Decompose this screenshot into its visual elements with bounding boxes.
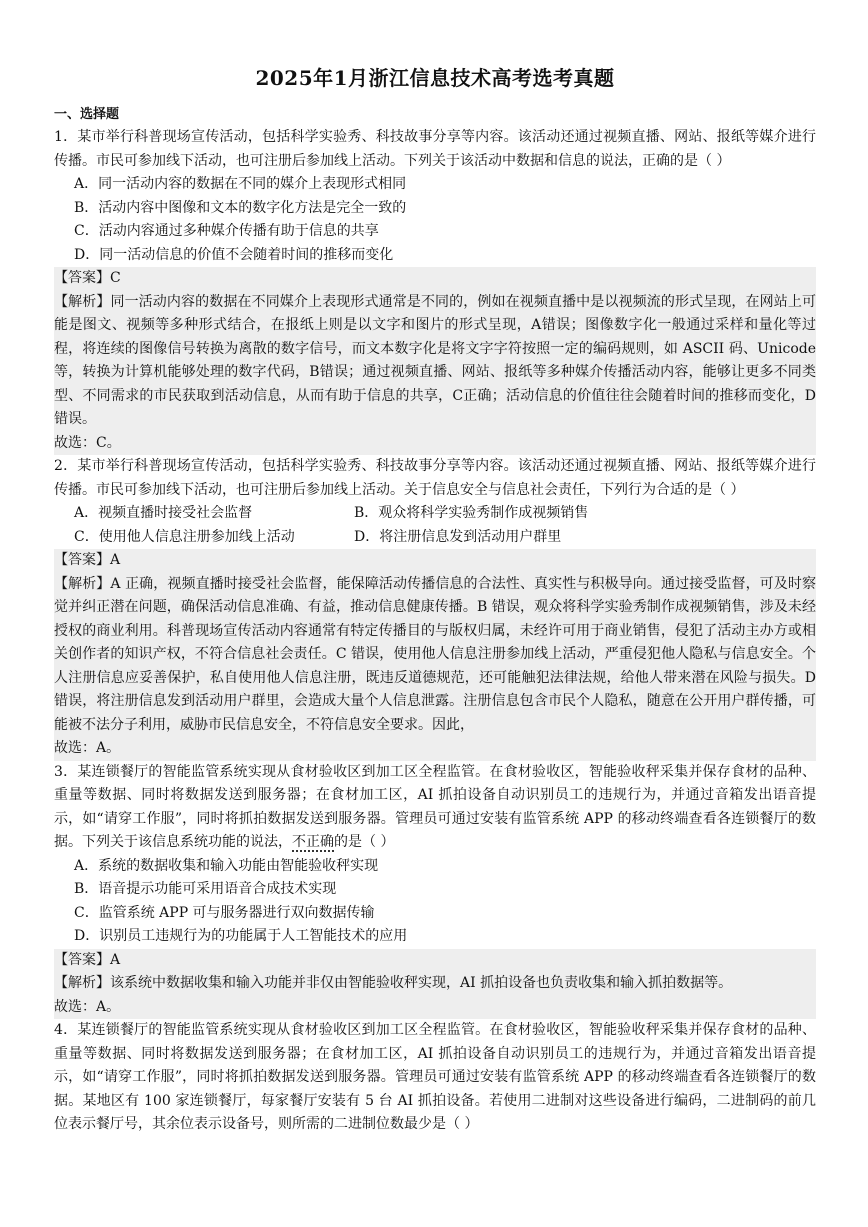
answer-line: 【答案】A — [54, 552, 121, 568]
question-stem — [54, 761, 816, 855]
option-list — [54, 855, 816, 949]
option-a: A．同一活动内容的数据在不同的媒介上表现形式相同 — [74, 176, 407, 192]
analysis-text: 【解析】同一活动内容的数据在不同媒介上表现形式通常是不同的，例如在视频直播中是以视频流的形式呈现，在网站上可能是图文、视频等多种形式结合，在报纸上则是以文字和图片的形式呈现，A错误；图像数字化一般通过采样和量化等过程，将连续的图像信号转换为离散的数字信号，而文本数字化是将文字字符按照一定的编码规则，如 ASCII 码、Unicode 等，转换为计算机能够处理的数字代码，B错误；通过视频直播、网站、报纸等多种媒介传播活动内容，能够让更多不同类型、不同需求的市民获取到活动信息，从而有助于信息的共享，C正确；活动信息的价值往往会随着时间的推移而变化，D错误。 — [54, 293, 816, 427]
final-choice: 故选：A。 — [54, 998, 121, 1015]
answer-line: 【答案】A — [54, 951, 121, 968]
final-choice: 故选：A。 — [54, 740, 121, 756]
analysis-text: 【解析】A 正确，视频直播时接受社会监督，能保障活动传播信息的合法性、真实性与积极导向。通过接受监督，可及时察觉并纠正潜在问题，确保活动信息准确、有益，推动信息健康传播。B 错误，观众将科学实验秀制作成视频销售，涉及未经授权的商业利用。科普现场宣传活动内容通常有特定传播目的与版权归属，未经许可用于商业销售，侵犯了活动主办方或相关创作者的知识产权，不符合信息社会责任。C 错误，使用他人信息注册参加线上活动，严重侵犯他人隐私与信息安全。个人注册信息应妥善保护，私自使用他人信息注册，既违反道德规范，还可能触犯法律法规，给他人带来潜在风险与损失。D 错误，将注册信息发到活动用户群里，会造成大量个人信息泄露。注册信息包含市民个人隐私，随意在公开用户群传播，可能被不法分子利用，威胁市民信息安全，不符信息安全要求。因此， — [54, 575, 816, 733]
option-b: B．观众将科学实验秀制作成视频销售 — [354, 505, 589, 521]
option-row — [74, 526, 816, 550]
analysis-text: 【解析】该系统中数据收集和输入功能并非仅由智能验收秤实现，AI 抓拍设备也负责收集和输入抓拍数据等。 — [54, 975, 733, 991]
emphasis-text: 不正确 — [292, 834, 334, 850]
question-3 — [54, 761, 816, 1020]
option-b: B．语音提示功能可采用语音合成技术实现 — [74, 881, 337, 897]
answer-block — [54, 949, 816, 1020]
option-d: D．识别员工违规行为的功能属于人工智能技术的应用 — [74, 928, 408, 944]
question-1 — [54, 126, 816, 455]
answer-block — [54, 267, 816, 455]
option-d: D．同一活动信息的价值不会随着时间的推移而变化 — [74, 246, 394, 263]
question-stem: 1．某市举行科普现场宣传活动，包括科学实验秀、科技故事分享等内容。该活动还通过视频直播、网站、报纸等媒介进行传播。市民可参加线下活动，也可注册后参加线上活动。下列关于该活动中数据和信息的说法，正确的是（ ） — [54, 129, 816, 169]
option-d: D．将注册信息发到活动用户群里 — [354, 528, 562, 545]
option-row — [74, 502, 816, 526]
question-stem: 4．某连锁餐厅的智能监管系统实现从食材验收区到加工区全程监管。在食材验收区，智能验收秤采集并保存食材的品种、重量等数据、同时将数据发送到服务器；在食材加工区，AI 抓拍设备自动识别员工的违规行为，并通过音箱发出语音提示，如“请穿工作服”，同时将抓拍数据发送到服务器。管理员可通过安装有监管系统 APP 的移动终端查看各连锁餐厅的数据。某地区有 100 家连锁餐厅，每家餐厅安装有 5 台 AI 抓拍设备。若使用二进制对这些设备进行编码，二进制码的前几位表示餐厅号，其余位表示设备号，则所需的二进制位数最少是（ ） — [54, 1022, 816, 1132]
option-list — [54, 502, 816, 549]
option-list — [54, 173, 816, 267]
final-choice: 故选：C。 — [54, 434, 121, 451]
option-b: B．活动内容中图像和文本的数字化方法是完全一致的 — [74, 199, 407, 216]
answer-block — [54, 549, 816, 761]
question-2 — [54, 455, 816, 761]
question-stem: 2．某市举行科普现场宣传活动，包括科学实验秀、科技故事分享等内容。该活动还通过视频直播、网站、报纸等媒介进行传播。市民可参加线下活动，也可注册后参加线上活动。关于信息安全与信息社会责任，下列行为合适的是（ ） — [54, 458, 816, 498]
stem-text: 3．某连锁餐厅的智能监管系统实现从食材验收区到加工区全程监管。在食材验收区，智能验收秤采集并保存食材的品种、重量等数据、同时将数据发送到服务器；在食材加工区，AI 抓拍设备自动识别员工的违规行为，并通过音箱发出语音提示，如“请穿工作服”，同时将抓拍数据发送到服务器。管理员可通过安装有监管系统 APP 的移动终端查看各连锁餐厅的数据。下列关于该信息系统功能的说法， — [54, 763, 816, 850]
option-c: C．监管系统 APP 可与服务器进行双向数据传输 — [74, 904, 375, 921]
option-c: C．活动内容通过多种媒介传播有助于信息的共享 — [74, 223, 379, 239]
section-heading: 一、选择题 — [54, 107, 120, 122]
option-c: C．使用他人信息注册参加线上活动 — [74, 528, 295, 545]
option-a: A．系统的数据收集和输入功能由智能验收秤实现 — [74, 857, 379, 874]
option-a: A．视频直播时接受社会监督 — [74, 505, 253, 521]
stem-text: 的是（ ） — [334, 834, 395, 850]
answer-line: 【答案】C — [54, 270, 121, 286]
question-4 — [54, 1019, 816, 1137]
page-title: 2025年1月浙江信息技术高考选考真题 — [255, 66, 615, 90]
